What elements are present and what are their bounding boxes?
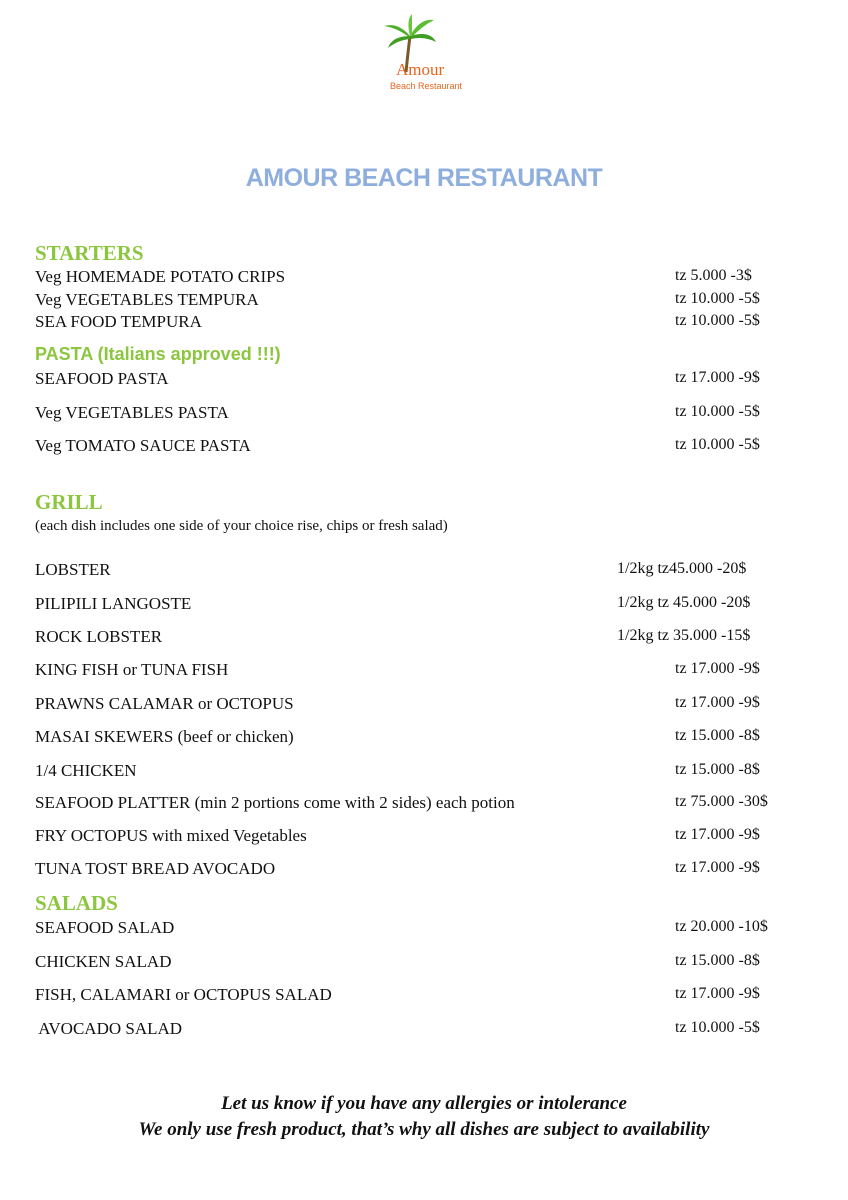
item-name: CHICKEN SALAD — [35, 952, 172, 971]
item-name: LOBSTER — [35, 560, 111, 579]
item-name: AVOCADO SALAD — [35, 1019, 183, 1038]
menu-item — [35, 694, 815, 716]
section-heading-salads: SALADS — [35, 891, 118, 915]
item-name: MASAI SKEWERS (beef or chicken) — [35, 727, 294, 746]
item-price: tz 15.000 -8$ — [675, 727, 760, 744]
item-name: SEAFOOD SALAD — [35, 918, 175, 937]
item-name: Veg HOMEMADE POTATO CRIPS — [35, 267, 286, 286]
item-name: PRAWNS CALAMAR or OCTOPUS — [35, 694, 294, 713]
item-price: tz 10.000 -5$ — [675, 312, 760, 329]
page-title: AMOUR BEACH RESTAURANT — [245, 164, 603, 192]
item-price: tz 10.000 -5$ — [675, 436, 760, 453]
item-name: SEAFOOD PASTA — [35, 369, 169, 388]
menu-item — [35, 594, 815, 616]
grill-note: (each dish includes one side of your choice rise, chips or fresh salad) — [35, 518, 448, 534]
item-price: tz 17.000 -9$ — [675, 985, 760, 1002]
menu-item — [35, 436, 815, 458]
logo-wordmark: Amour — [396, 60, 445, 79]
item-price: tz 20.000 -10$ — [675, 918, 768, 935]
menu-item — [35, 560, 815, 582]
menu-item — [35, 793, 815, 815]
item-price: tz 17.000 -9$ — [675, 369, 760, 386]
menu-item — [35, 727, 815, 749]
restaurant-logo — [380, 14, 470, 98]
item-name: SEAFOOD PLATTER (min 2 portions come with 2 sides) each potion — [35, 793, 515, 812]
item-name: Veg VEGETABLES PASTA — [35, 403, 229, 422]
item-name: SEA FOOD TEMPURA — [35, 312, 202, 331]
section-heading-pasta: PASTA (Italians approved !!!) — [35, 344, 281, 364]
item-price: tz 15.000 -8$ — [675, 952, 760, 969]
item-price: 1/2kg tz45.000 -20$ — [617, 560, 747, 577]
footer-availability-note: We only use fresh product, that’s why all dishes are subject to availability — [138, 1119, 710, 1140]
footer-allergy-note: Let us know if you have any allergies or intolerance — [221, 1093, 627, 1114]
item-price: tz 75.000 -30$ — [675, 793, 768, 810]
item-price: tz 17.000 -9$ — [675, 826, 760, 843]
menu-item — [35, 267, 815, 289]
item-price: tz 15.000 -8$ — [675, 761, 760, 778]
menu-item — [35, 859, 815, 881]
menu-item — [35, 403, 815, 425]
item-price: tz 10.000 -5$ — [675, 1019, 760, 1036]
item-price: tz 17.000 -9$ — [675, 859, 760, 876]
item-name: FRY OCTOPUS with mixed Vegetables — [35, 826, 307, 845]
item-name: FISH, CALAMARI or OCTOPUS SALAD — [35, 985, 332, 1004]
menu-item — [35, 369, 815, 391]
menu-item — [35, 826, 815, 848]
menu-item — [35, 1019, 815, 1041]
item-name: Veg TOMATO SAUCE PASTA — [35, 436, 251, 455]
item-name: TUNA TOST BREAD AVOCADO — [35, 859, 276, 878]
item-price: 1/2kg tz 35.000 -15$ — [617, 627, 751, 644]
item-price: tz 17.000 -9$ — [675, 694, 760, 711]
item-price: tz 17.000 -9$ — [675, 660, 760, 677]
item-name: KING FISH or TUNA FISH — [35, 660, 229, 679]
section-heading-grill: GRILL — [35, 490, 103, 514]
item-name: ROCK LOBSTER — [35, 627, 163, 646]
logo-subtitle: Beach Restaurant — [390, 81, 463, 91]
menu-item — [35, 627, 815, 649]
section-heading-starters: STARTERS — [35, 241, 144, 265]
item-name: Veg VEGETABLES TEMPURA — [35, 290, 259, 309]
item-price: tz 10.000 -5$ — [675, 290, 760, 307]
menu-item — [35, 290, 815, 312]
item-price: 1/2kg tz 45.000 -20$ — [617, 594, 751, 611]
item-name: 1/4 CHICKEN — [35, 761, 137, 780]
item-price: tz 10.000 -5$ — [675, 403, 760, 420]
item-name: PILIPILI LANGOSTE — [35, 594, 192, 613]
item-price: tz 5.000 -3$ — [675, 267, 752, 284]
menu-item — [35, 918, 815, 940]
menu-item — [35, 761, 815, 783]
menu-item — [35, 660, 815, 682]
menu-item — [35, 952, 815, 974]
menu-item — [35, 985, 815, 1007]
menu-item — [35, 312, 815, 334]
